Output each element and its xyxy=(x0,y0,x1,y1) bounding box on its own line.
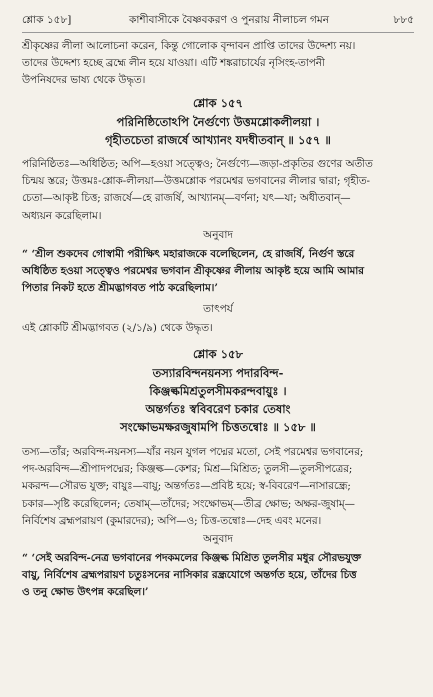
text-line: ও তনু ক্ষোভ উৎপন্ন করেছিল।’ xyxy=(22,586,149,599)
verse-line: গৃহীতচেতা রাজর্ষে আখ্যানং যদধীতবান্ ॥ ১৫৭ ॥ xyxy=(105,133,331,147)
text-line: বায়ু, নির্বিশেষ ব্রহ্মপরায়ণ চতুঃসনের নাসিকার রন্ধ্রযোগে অন্তর্গত হয়ে, তাঁদের চিত্ত xyxy=(22,569,357,582)
text-line: নির্বিশেষ ব্রহ্মপরায়ণ (কুমারদের); অপি—ও; চিত্ত-তন্বোঃ—দেহ এবং মনের। xyxy=(22,514,322,527)
text-line: অধ্যয়ন করেছিলাম। xyxy=(22,209,102,222)
text-line: চিন্ময় স্তরে; উত্তমঃ-শ্লোক-লীলয়া—উত্তমশ্লোক পরমেশ্বর ভগবানের লীলার দ্বারা; গৃহীত- xyxy=(22,175,370,188)
verse-158-word-gloss xyxy=(22,444,414,530)
text-line: “ ‘সেই অরবিন্দ-নেত্র ভগবানের পদকমলের কিঞ্জল্ক মিশ্রিত তুলসীর মধুর সৌরভযুক্ত xyxy=(22,552,361,564)
verse-158-translation xyxy=(22,550,414,602)
verse-158-translation-heading: অনুবাদ xyxy=(203,533,233,545)
text-line: পিতার নিকট হতে শ্রীমদ্ভাগবত পাঠ করেছিলাম।’ xyxy=(22,282,218,295)
text-line: অধিষ্ঠিত হওয়া সত্ত্বেও পরমেশ্বর ভগবান শ্রীকৃষ্ণের লীলায় আকৃষ্ট হয়ে আমি আমার xyxy=(22,265,364,278)
header-page-number: ৮৮৫ xyxy=(393,14,414,26)
text-line: “ ‘শ্রীল শুকদেব গোস্বামী পরীক্ষিৎ মহারাজকে বলেছিলেন, হে রাজর্ষি, নির্গুণ স্তরে xyxy=(22,248,355,260)
header-chapter-title: কাশীবাসীকে বৈষ্ণবকরণ ও পুনরায় নীলাচল গমন xyxy=(129,14,329,26)
header-verse-ref: শ্লোক ১৫৮] xyxy=(22,14,72,26)
verse-157-word-gloss xyxy=(22,156,414,225)
verse-158-text xyxy=(22,364,414,436)
running-header xyxy=(22,8,414,33)
verse-157-translation-heading: অনুবাদ xyxy=(203,229,233,241)
text-line: তস্য—তাঁর; অরবিন্দ-নয়নস্য—যাঁর নয়ন যুগল পদ্মের মতো, সেই পরমেশ্বর ভগবানের; xyxy=(22,446,364,458)
text-line: পদ-অরবিন্দ—শ্রীপাদপদ্মের; কিঞ্জল্ক—কেশর; মিশ্র—মিশ্রিত; তুলসী—তুলসীপত্রের; xyxy=(22,463,353,476)
verse-line: তস্যারবিন্দনয়নস্য পদারবিন্দ- xyxy=(152,366,284,380)
verse-line: পরিনিষ্ঠিতোঽপি নৈর্গুণ্যে উত্তমশ্লোকলীলয়া । xyxy=(116,115,320,129)
text-line: পরিনিষ্ঠিতঃ—অধিষ্ঠিত; অপি—হওয়া সত্ত্বেও; নৈর্গুণ্যে—জড়া-প্রকৃতির গুণের অতীত xyxy=(22,158,373,170)
verse-157-purport: এই শ্লোকটি শ্রীমদ্ভাগবত (২/১/৯) থেকে উদ্ধৃত। xyxy=(22,322,213,334)
text-line: উপনিষদের ভাষ্য থেকে উদ্ধৃত। xyxy=(22,74,146,87)
text-line: তাদের উদ্দেশ্য হচ্ছে ব্রহ্মে লীন হয়ে যাওয়া। এটি শঙ্করাচার্যের নৃসিংহ-তাপনী xyxy=(22,57,325,70)
intro-paragraph xyxy=(22,38,414,90)
text-line: শ্রীকৃষ্ণের লীলা আলোচনা করেন, কিন্তু গোলোক বৃন্দাবন প্রাপ্তি তাদের উদ্দেশ্য নয়। xyxy=(22,40,356,52)
verse-157-purport-heading: তাৎপর্য xyxy=(203,303,233,315)
verse-157-translation xyxy=(22,246,414,298)
verse-line: সংক্ষোভমক্ষরজুষামপি চিত্ততন্বোঃ ॥ ১৫৮ ॥ xyxy=(120,420,316,434)
text-line: চেতা—আকৃষ্ট চিত্ত; রাজর্ষে—হে রাজর্ষি, আখ্যানম্—বর্ণনা; যৎ—যা; অধীতবান্— xyxy=(22,192,351,205)
verse-157-text xyxy=(22,113,414,149)
verse-line: অন্তর্গতঃ স্ববিবরেণ চকার তেষাং xyxy=(145,402,291,416)
verse-line: কিঞ্জল্কমিশ্রতুলসীমকরন্দবায়ুঃ । xyxy=(149,384,287,398)
verse-158-heading: শ্লোক ১৫৮ xyxy=(193,347,243,361)
verse-157-heading: শ্লোক ১৫৭ xyxy=(193,96,243,110)
text-line: চকার—সৃষ্টি করেছিলেন; তেষাম্—তাঁদের; সংক্ষোভম্—তীব্র ক্ষোভ; অক্ষর-জুষাম্— xyxy=(22,497,355,510)
text-line: মকরন্দ—সৌরভ যুক্ত; বায়ুঃ—বায়ু; অন্তর্গতঃ—প্রবিষ্ট হয়ে; স্ব-বিবরেণ—নাসারন্ধ্রে; xyxy=(22,480,351,493)
